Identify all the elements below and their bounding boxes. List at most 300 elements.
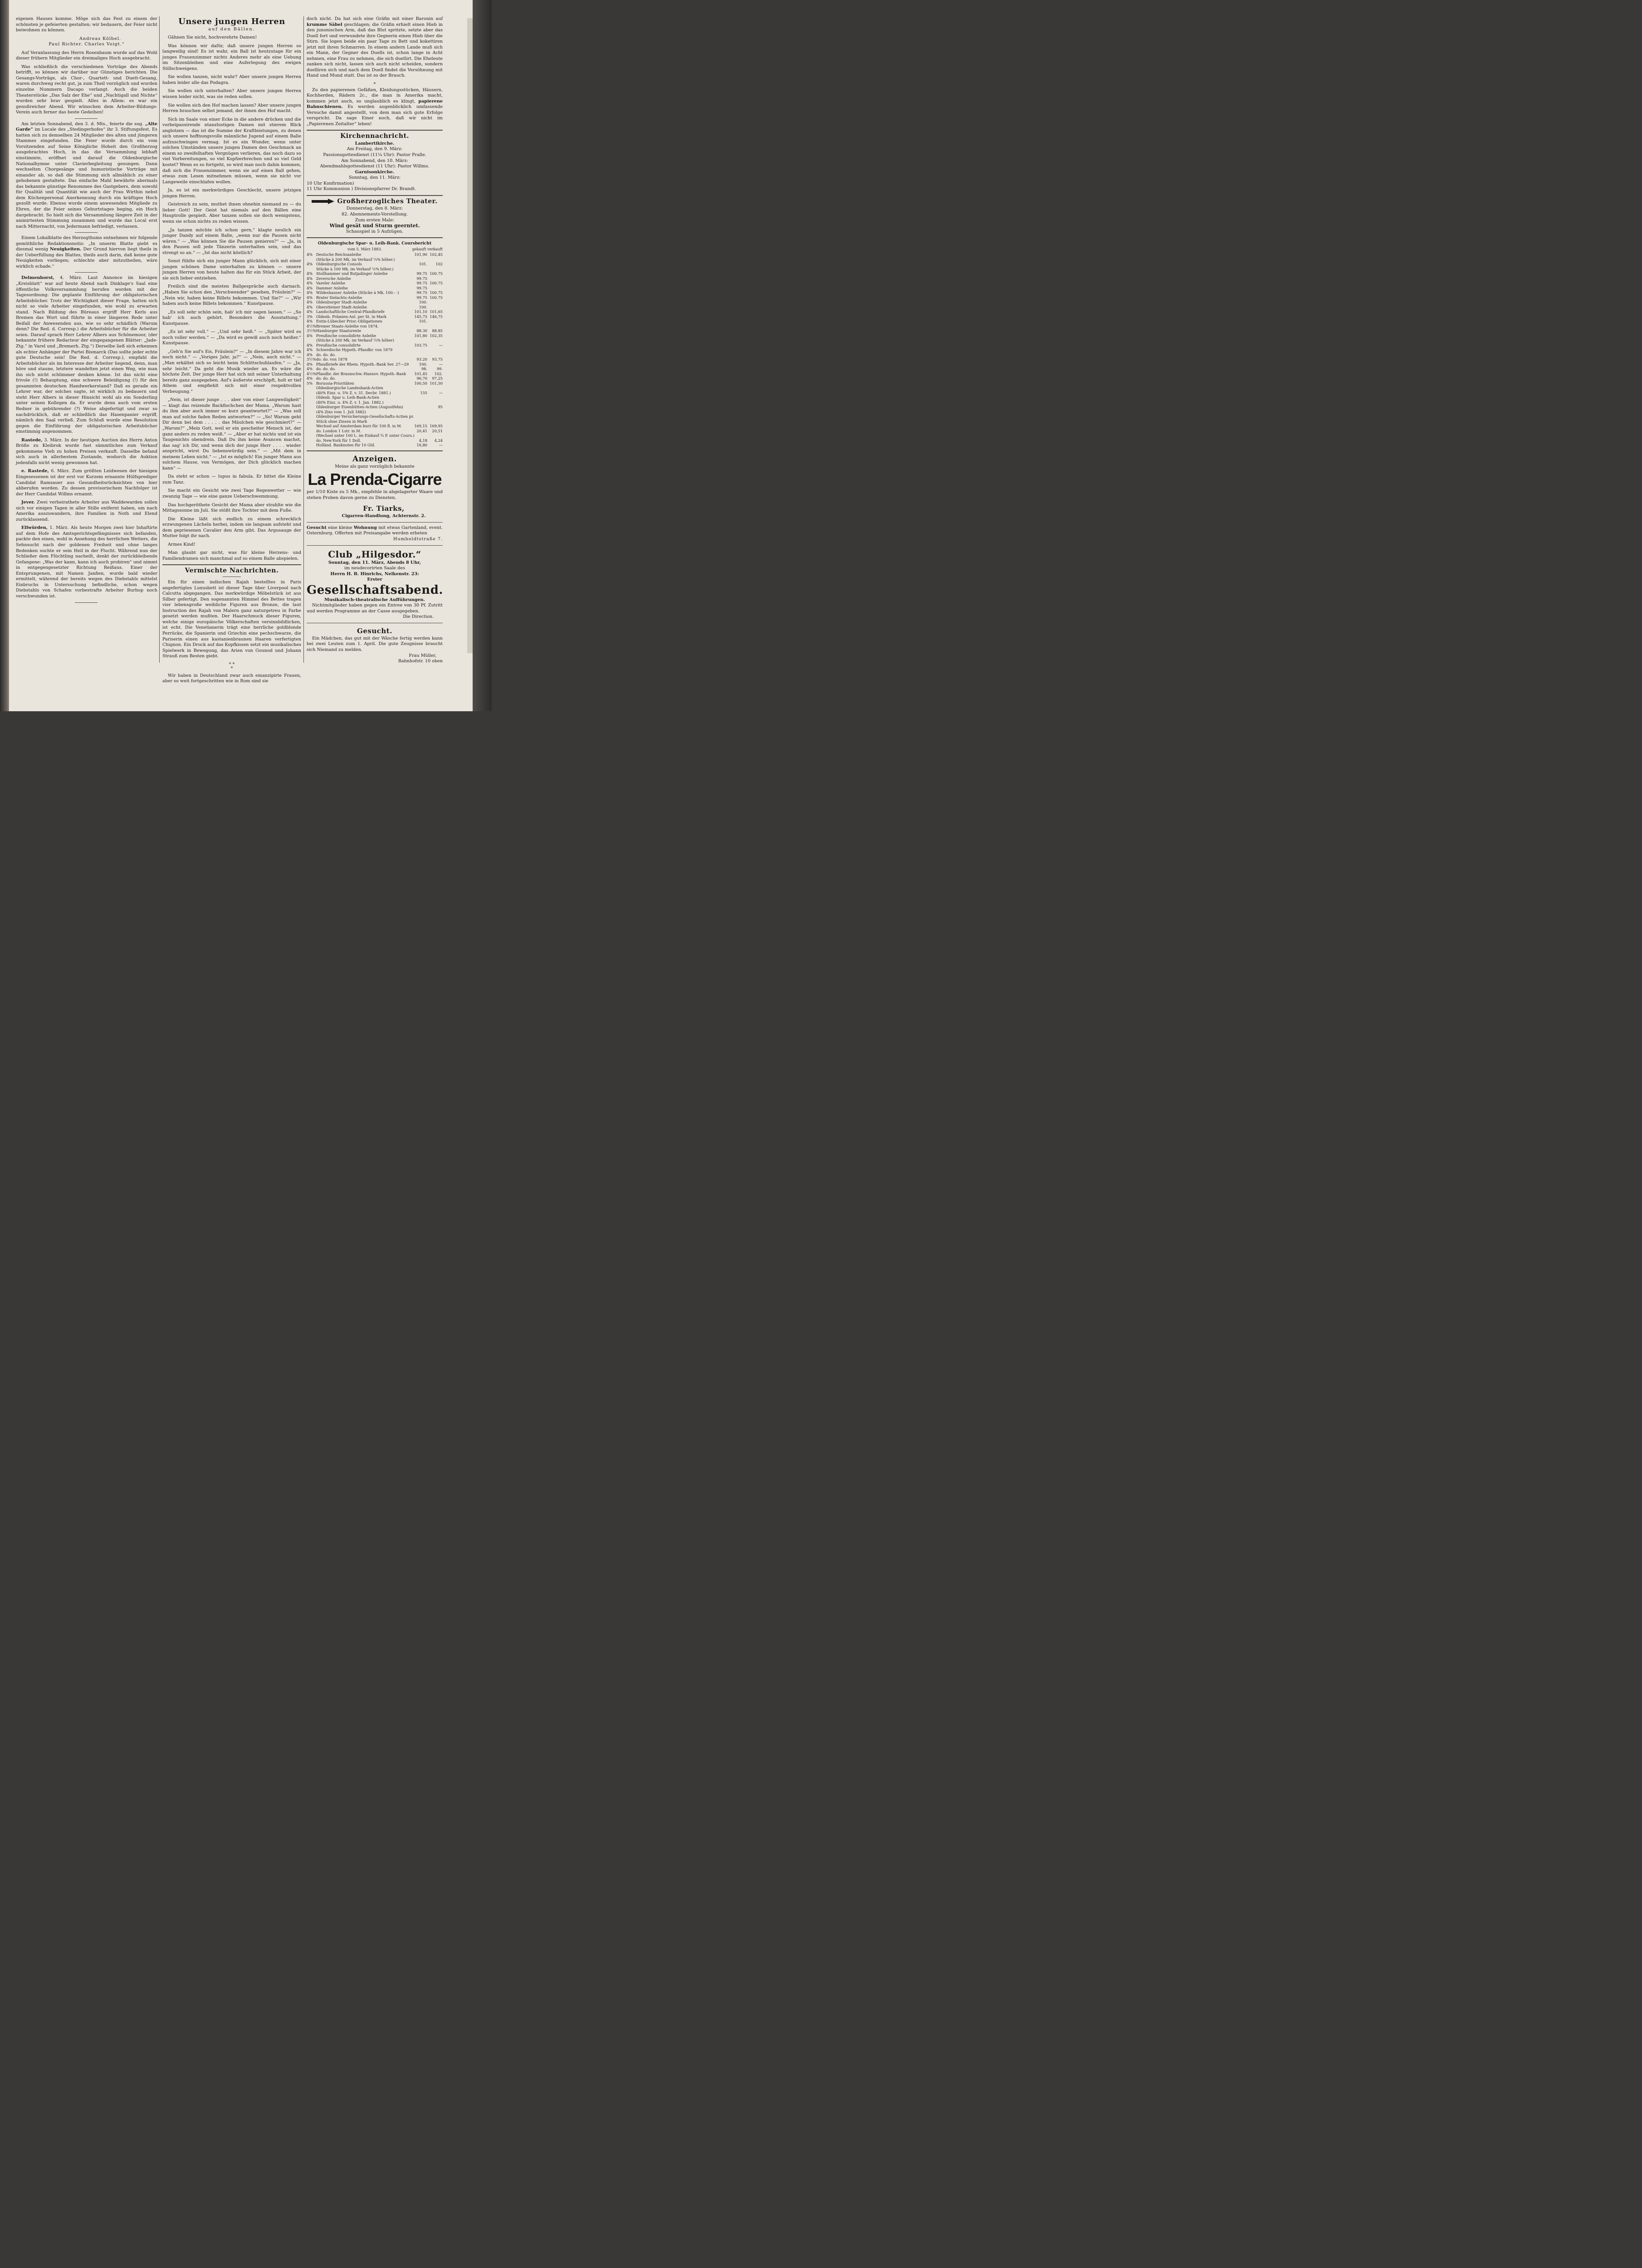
church-line: Abendmahlsgottesdienst (11 Uhr): Pastor Willms. <box>320 164 430 169</box>
rate-name: Bremer Staats-Anleihe von 1874. <box>316 323 379 328</box>
rate-row <box>307 376 443 381</box>
rate-pc <box>307 419 316 424</box>
rates-table <box>307 252 443 448</box>
book-binding <box>0 0 10 711</box>
bold-text: krumme Säbel <box>307 22 342 27</box>
rate-row <box>307 414 443 419</box>
text: geschlagen; die Gräfin erhielt einen Hieb in den junonischen Arm, daß das Blut spritzte, setzte aber das Duell fort und verwundete ihre Gegnerin einen Hieb über die Stirn. Sie logen beide ein paar Tage zu Bett und kokettiren jetzt mit ihren Schmarren. In einem andern Lande muß sich ein Mann, der Gegner des Duells ist, schon lange in Acht nehmen, eine Frau zu nehmen, die sich duellirt. Die Eheleute zanken sich nicht, lassen sich auch nicht scheiden, sondern duelliren sich und nach dem Duell findet die Versöhnung mit Hand und Mund statt. Das ist so der Brauch. <box>307 22 443 78</box>
text: Der Grund hiervon liegt theils in der Ueberfüllung des Blattes, theils auch darin, daß keine gute Neuigkeiten vorliegen; schlechte aber mitzutheilen, wäre wirklich schade.“ <box>16 247 157 269</box>
rate-sell: 4,24 <box>434 438 443 443</box>
rate-row <box>307 395 443 400</box>
col-buy: gekauft <box>412 247 426 251</box>
rate-sell <box>427 433 443 438</box>
paragraph: Gähnen Sie nicht, hochverehrte Damen! <box>168 35 257 40</box>
cigar-brand: La Prenda-Cigarre <box>308 470 442 489</box>
rate-pc: 4% <box>307 347 313 352</box>
rate-name: Preußische consolidirte <box>316 342 361 347</box>
signature: Paul Richter. Charles Voigt.“ <box>49 42 125 47</box>
wanted-text: Ein Mädchen, das gut mit der Wäsche fertig werden kann bei zwei Leuten zum 1. April. Die gute Zeugnisse braucht sich Niemand zu melden. <box>307 635 443 653</box>
column-2 <box>162 16 301 684</box>
rate-row <box>307 410 443 415</box>
dateline-date: 3. März. <box>44 437 63 443</box>
column-rule <box>303 16 304 663</box>
rate-sell <box>427 347 443 352</box>
paragraph: „Ja tanzen möchte ich schon gern,“ klagte neulich ein junger Dandy auf einem Balle, „wenn nur die Pausen nicht wären.“ — „Was können Sie die Pausen genieren?“ — „Ja, in den Pausen soll jede Tänzerin unterhalten sein, und das strengt so an.“ — „Ist das nicht köstlich? <box>162 227 301 255</box>
rate-sell <box>427 419 443 424</box>
rate-buy: 101,45 <box>414 371 427 376</box>
rate-sell: 100.75 <box>430 290 443 295</box>
rate-pc: 4% <box>307 252 313 257</box>
paragraph: Was können wir dafür, daß unsere jungen Herren so langweilig sind! Es ist wahr, ein Ball ist heutzutage für ein junges Frauenzimmer nichts Anderes mehr als eine Uebung im Sitzenbleiben und eine Auferlegung des ewigen Stillschweigens. <box>162 43 301 71</box>
church-line: Am Sonnabend, den 10. März: <box>341 158 408 163</box>
rate-sell: — <box>439 390 443 395</box>
paragraph: Freilich sind die meisten Ballgespräche auch darnach. „Haben Sie schon den „Verschwender“ gesehen, Fräulein?“ — „Nein wir, haben keine Billets bekommen. Und Sie?“ — „Wir haben auch keine Billets bekommen.“ Kunstpause. <box>162 284 301 307</box>
section-rule <box>307 450 443 451</box>
rate-buy: 100. <box>419 304 427 309</box>
rate-sell <box>427 276 443 281</box>
rate-pc <box>307 257 316 262</box>
rate-sell: 102 <box>435 262 443 267</box>
rate-buy: 96,70 <box>416 376 427 381</box>
dateline-place: e. Rastede, <box>21 469 49 474</box>
rate-sell <box>427 386 443 391</box>
text: mit etwas Gartenland, event. Osternburg. Offerten mit Preisangabe werden erbeten <box>307 525 443 536</box>
section-rule <box>307 130 443 131</box>
dateline-place: Delmenhorst, <box>21 275 54 281</box>
rate-buy <box>412 352 427 357</box>
rate-name: Oldenburger Stadt-Anleihe <box>316 300 367 305</box>
rate-buy <box>412 347 427 352</box>
rate-pc: 4% <box>307 352 313 357</box>
rate-sell: 99. <box>436 367 443 371</box>
rate-name: Borussia-Prioritäten <box>316 381 354 386</box>
rate-name: Hamburger Staatsrente <box>316 328 362 333</box>
rate-buy <box>412 419 427 424</box>
rate-pc: 4% <box>307 342 313 347</box>
rates-subheader <box>307 247 443 253</box>
rate-sell: 169,95 <box>430 424 443 429</box>
paragraph: Wir haben in Deutschland zwar auch emanzipirte Frauen, aber so weit fortgeschritten wie in Rom sind sie <box>162 673 301 684</box>
theater-line: Schauspiel in 5 Aufzügen. <box>346 229 404 234</box>
rate-row <box>307 362 443 367</box>
church-line: 11 Uhr Kommunion ) Divisionspfarrer Dr. Brandt. <box>307 186 416 192</box>
rate-name: Schwedische Hypoth.-Pfandbr. von 1879 <box>316 347 393 352</box>
rate-name: (40% Einz. u. 4% Z. v. 1. Jan. 1882.) <box>316 400 384 405</box>
rate-buy: 88.30 <box>416 328 427 333</box>
rate-pc: 4% <box>307 285 313 290</box>
rate-name: Oldenb. Prämien-Anl. per St. in Mark <box>316 314 386 319</box>
paragraph: Da steht er schon — lupus in fabula. Er bittet die Kleine zum Tanz. <box>162 474 301 485</box>
wanted-signature: Bahnhofstr. 10 oben <box>398 659 443 664</box>
ad-line: Meine als ganz vorzüglich bekannte <box>335 464 415 469</box>
rate-pc <box>307 433 316 438</box>
rate-row <box>307 386 443 391</box>
text: Am letzten Sonnabend, den 3. d. Mts., feierte die sog. <box>21 121 144 127</box>
theater-play: Wind gesät und Sturm geerntet. <box>329 223 420 229</box>
rate-pc: 4% <box>307 271 313 276</box>
rate-pc: 3½% <box>307 328 316 333</box>
rate-name: Landschaftliche Central-Pfandbriefe <box>316 309 385 314</box>
separator-stars: * * * <box>229 661 235 671</box>
paragraph: Auf Veranlassung des Herrn Rosenbaum wurde auf das Wohl dieser frühern Mitglieder ein dreimaliges Hoch ausgebracht. <box>16 50 157 61</box>
rate-pc: 4% <box>307 262 313 267</box>
club-line: Sonntag, den 11. März, Abends 8 Uhr, <box>328 560 421 565</box>
paragraph: eigenen Hauses komme. Möge sich das Fest zu einem der schönsten je gefeierten gestalten; wir bedauern, der Feier nicht beiwohnen zu können. <box>16 16 157 33</box>
rate-row <box>307 324 443 329</box>
rate-name: Stücke à 100 Mk. im Verkauf ¼% höher.) <box>316 266 394 271</box>
column-rule <box>159 16 160 663</box>
rate-buy: 169,15 <box>414 424 427 429</box>
theater-title: Großherzogliches Theater. <box>337 197 438 205</box>
rate-row <box>307 290 443 295</box>
rate-buy <box>412 410 427 415</box>
theater-line: 82. Abonnements-Vorstellung. <box>341 211 408 217</box>
rate-row <box>307 276 443 281</box>
dateline-place: Jever. <box>21 500 35 505</box>
rate-row <box>307 443 443 448</box>
paragraph <box>307 16 443 79</box>
dateline-place: Ellwürden, <box>21 525 48 531</box>
rate-name: Oldenburgische Landesbank-Actien <box>316 386 383 391</box>
rate-sell: 100.75 <box>430 271 443 276</box>
feuilleton-title: Unsere jungen Herren <box>178 17 285 26</box>
column-1 <box>16 16 157 656</box>
rate-row <box>307 371 443 376</box>
rate-sell: 97,25 <box>432 376 443 381</box>
rate-buy <box>412 405 427 410</box>
rate-row <box>307 333 443 338</box>
rate-buy <box>412 386 427 391</box>
theater-line: Donnerstag, den 8. März: <box>346 206 403 211</box>
ad-rule <box>307 545 443 546</box>
rate-name: Wildeshauser Anleihe (Stücke à Mk. 100.- -) <box>316 290 399 295</box>
text: eine kleine <box>328 525 352 530</box>
rate-sell <box>427 286 443 291</box>
rate-name: Wechsel auf Amsterdam kurz für 100 fl. in M. <box>316 424 402 429</box>
text: Es werden augenblicklich umfassende Versuche damit angestellt, von dem man sich gute Erfolge verspricht. Da sage Einer noch, daß wir nicht im „Papierenen Zeitalter“ leben! <box>307 104 443 127</box>
rate-name: (Wechsel unter 100 L. im Einkauf ¾ P. unter Cours.) <box>316 433 415 438</box>
paragraph: Geistreich zu sein, muthet ihnen ohnehin niemand zu — du lieber Gott! Der Geist hat niemals auf den Bällen eine Hauptrolle gespielt. Aber tanzen sollen sie doch wenigstens, wenn sie schon nichts zu reden wissen. <box>162 202 301 224</box>
paragraph: Sie macht ein Gesicht wie zwei Tage Regenwetter — wie zwanzig Tage — wie eine ganze Ueberschwemmung. <box>162 488 301 499</box>
rate-sell <box>427 267 443 272</box>
dateline-date: 4. März. <box>59 275 83 281</box>
paragraph: „Es soll sehr schön sein, hab' ich mir sagen lassen.“ — „So hab' ich auch gehört. Besonders die Ausstattung.“ Kunstpause. <box>162 309 301 326</box>
rate-buy <box>412 400 427 405</box>
article-ellwuerden <box>16 525 157 599</box>
rate-sell: 146,75 <box>430 314 443 319</box>
rate-pc <box>307 391 316 396</box>
rate-pc <box>307 429 316 434</box>
rate-row <box>307 429 443 434</box>
rate-sell: 100.75 <box>430 295 443 300</box>
rates-date: vom 5. März 1883. <box>347 247 382 251</box>
rate-buy: 155 <box>420 390 427 395</box>
article-rastede-2 <box>16 469 157 497</box>
rate-name: do. do. do. <box>316 352 336 357</box>
paragraph: „Geh'n Sie auf's Eis, Fräulein?“ — „In diesem Jahre war ich noch nicht.“ — „Voriges Jahr, ja?“ — „Nein, auch nicht.“ — „Man erkältet sich so leicht beim Schlittschuhlaufen.“ — „Ja, sehr leicht.“ Da geht die Musik wieder an. Es wäre die höchste Zeit. Der junge Herr hat sich mit seiner Unterhaltung bereits ganz ausgegeben. Auf's äußerste erschöpft, holt er tief Athem und empfiehlt sich mit einer respektvollen Verbeugung.“ <box>162 349 301 394</box>
church-notice-title: Kirchennachricht. <box>340 132 409 140</box>
signature: Andreas Kölbel. <box>79 36 121 41</box>
rates-columns <box>412 247 443 253</box>
rate-row <box>307 314 443 319</box>
rate-buy: 103.75 <box>414 342 427 347</box>
bold-text: Neuigkeiten. <box>50 247 82 252</box>
rate-row <box>307 419 443 424</box>
bold-text: papierene Bahnschienen. <box>307 98 443 110</box>
rate-row <box>307 328 443 333</box>
rate-buy <box>412 324 427 329</box>
rate-row <box>307 391 443 396</box>
rate-sell <box>427 410 443 415</box>
rate-name: (40% Einz. u. 5% Z. v. 31. Decbr. 1881.) <box>316 390 391 395</box>
article-alte-garde <box>16 122 157 230</box>
rate-name: Preußische consolidirte Anleihe <box>316 333 376 338</box>
rate-buy: 4,18 <box>419 438 427 443</box>
rate-row <box>307 438 443 443</box>
rate-row <box>307 305 443 310</box>
paragraph: Ja, es ist ein merkwürdiges Geschlecht, unsere jetzigen jungen Herren. <box>162 188 301 199</box>
rate-name: Pfandbr. der Braunschw.-Hannov. Hypoth.-Bank <box>316 371 406 376</box>
dateline-date: 6. März. <box>51 469 70 474</box>
rate-name: (4% Zins vom 1. Juli 1882) <box>316 409 366 414</box>
divider <box>75 602 98 603</box>
rate-sell: 102. <box>434 371 443 376</box>
rate-name: Oldenburger Versicherungs-Gesellschafts-Actien pr. <box>316 414 414 419</box>
divider <box>75 232 98 233</box>
rate-name: Oberstteiner Stadt-Anleihe <box>316 304 367 309</box>
church-line: 10 Uhr Konfirmation) <box>307 181 354 186</box>
col-sell: verkauft <box>427 247 443 251</box>
rate-row <box>307 424 443 429</box>
rate-name: Stück ohne Zinsen in Mark <box>316 419 367 424</box>
paragraph: Armes Kind! <box>168 542 195 547</box>
rate-buy: 100. <box>419 300 427 305</box>
rate-sell <box>427 324 443 329</box>
rate-sell: 95 <box>438 405 443 410</box>
rate-row <box>307 262 443 267</box>
rate-buy: 93.20 <box>416 357 427 362</box>
rate-sell <box>427 352 443 357</box>
rate-pc: 4% <box>307 309 313 314</box>
rate-sell: 101,65 <box>430 309 443 314</box>
rate-name: Dammer Anleihe <box>316 285 348 290</box>
rate-row <box>307 433 443 438</box>
feuilleton-subtitle: auf den Bällen. <box>208 26 255 32</box>
rate-buy <box>412 414 427 419</box>
rate-sell <box>427 395 443 400</box>
rate-name: do. New-York für 1 Doll. <box>316 438 362 443</box>
ad-firm: Cigarren-Handlung, Achternstr. 2. <box>342 513 426 519</box>
rate-sell <box>427 300 443 305</box>
rate-pc: 5% <box>307 381 313 386</box>
rate-row <box>307 281 443 286</box>
paragraph: Das hochgeröthete Gesicht der Mama aber strahlte wie die Mittagssonne im Juli. Sie stößt ihre Tochter mit dem Fuße. <box>162 502 301 513</box>
text: In der heutigen Auction des Herrn Anton Bröße zu Kleibrok wurde fast sämmtliches zum Verkauf gekommene Vieh zu hohen Preisen verkauft. Dasselbe befand sich auch in allerbestem Zustande, wodurch die Auktion jedenfalls nicht wenig gewonnen hat. <box>16 437 157 465</box>
rate-buy: 145,75 <box>414 314 427 319</box>
rate-pc: 3% <box>307 314 313 319</box>
rate-name: do. London 1 Lstr. in M. <box>316 428 362 433</box>
ads-title: Anzeigen. <box>352 454 397 464</box>
church-line: Sonntag, den 11. März: <box>348 175 401 181</box>
rate-name: Oldenb. Spar u. Leih-Bank-Actien <box>316 395 380 400</box>
rate-pc <box>307 443 316 448</box>
rate-sell <box>427 319 443 324</box>
club-line: Herrn H. B. Hinrichs, Nelkenstr. 23: <box>330 571 419 577</box>
rate-buy <box>412 267 427 272</box>
rate-row <box>307 338 443 343</box>
church-name: Garnisonkirche. <box>355 169 395 175</box>
article-lokalblatt <box>16 235 157 269</box>
text: doch nicht. Da hat sich eine Gräfin mit einer Baronin auf <box>307 16 443 21</box>
rate-sell <box>427 305 443 310</box>
rate-pc: 4% <box>307 304 313 309</box>
rate-row <box>307 295 443 300</box>
rate-pc <box>307 424 316 429</box>
rate-name: Zeversche Anleihe <box>316 276 351 281</box>
article-rastede <box>16 438 157 466</box>
rate-name: Brater Sielachts-Anleihe <box>316 295 362 300</box>
rate-pc <box>307 405 316 410</box>
wanted-signature: Frau Müller, <box>409 653 436 658</box>
rate-sell: — <box>439 362 443 367</box>
section-title: Vermischte Nachrichten. <box>185 567 279 575</box>
rate-pc <box>307 386 316 391</box>
club-signature: Die Direction. <box>403 614 434 620</box>
paragraph: Sie wollen sich den Hof machen lassen? Aber unsere jungen Herren brauchen selbst jemand, der ihnen den Hof macht. <box>162 103 301 114</box>
rate-row <box>307 300 443 305</box>
church-line: Am Freitag, den 9. März: <box>347 147 403 152</box>
rates-title: Oldenburgische Spar- u. Leih-Bank. Coursbericht <box>318 241 432 246</box>
rate-buy: 99.75 <box>416 290 427 295</box>
paragraph: Man glaubt gar nicht, was für kleine Herzens- und Familiendramen sich manchmal auf so einem Balle abspielen. <box>162 550 301 561</box>
rate-name: do. do. do. <box>316 367 336 371</box>
paragraph: Sie wollen tanzen, nicht wahr? Aber unsere jungen Herren haben leider alle das Podagra. <box>162 74 301 85</box>
theater-line: Zum ersten Male: <box>355 217 395 223</box>
rate-buy: 99.75 <box>416 271 427 276</box>
paragraph: Sie wollen sich unterhalten? Aber unsere jungen Herren wissen leider nicht, was sie reden sollen. <box>162 88 301 100</box>
club-line: Erster <box>367 577 382 582</box>
section-rule <box>162 564 301 565</box>
rate-pc: 4% <box>307 276 313 281</box>
pointing-hand-icon <box>312 199 335 204</box>
rate-pc: 4% <box>307 281 313 286</box>
text: Zwei verheirathete Arbeiter aus Waddewarden sollen sich vor einigen Tagen in aller Stille entfernt haben, um nach Amerika auszuwandern, ihre Familien in Noth und Elend zurücklassend. <box>16 500 157 522</box>
rate-pc: 4% <box>307 362 313 367</box>
rate-row <box>307 343 443 348</box>
rate-row <box>307 357 443 362</box>
rate-buy: 16,80 <box>416 443 427 448</box>
rate-buy: 99.75 <box>416 276 427 281</box>
article-delmenhorst <box>16 275 157 435</box>
rate-row <box>307 347 443 352</box>
church-line: Passionsgottesdienst (11¼ Uhr): Pastor Pralle. <box>323 152 426 158</box>
rate-pc <box>307 267 316 272</box>
rate-row <box>307 367 443 371</box>
ad-merchant: Fr. Tiarks, <box>363 504 405 513</box>
rate-pc: 4% <box>307 319 313 324</box>
text: Als heute Morgen zwei hier Inhaftirte auf dem Hofe des Amtsgerichtsgefängnisses sich befanden, packte den einen, wohl in Ansehung des herrlichen Wetters, die Sehnsucht nach der goldenen Freiheit und ohne langes Bedenken suchte er sein Heil in der Flucht. Während nun der Schließer dem Flüchtling nacheilt, denkt der zurückbleibende Gefangene: „Was der kann, kann ich auch probiren“ und nimmt in entgegengesetzter Richtung Reißaus. Einer der Entsprungenen, mit Namen Janßen, wurde bald wieder ermittelt, während der bereits wegen des Diebstahls mittelst Einbruchs in Untersuchung befindliche, schon wegen Diebstahls von Schafen vorbestrafte Arbeiter Burhop noch verschwunden ist. <box>16 525 157 599</box>
paragraph: „Es ist sehr voll.“ — „Und sehr heiß.“ — „Später wird es noch voller werden.“ — „Da wird es gewiß auch noch heißer.“ Kunstpause. <box>162 329 301 346</box>
newspaper-page <box>0 0 492 711</box>
rate-sell: 101,50 <box>430 381 443 386</box>
rate-buy: 101. <box>419 262 427 267</box>
rate-sell: 100.75 <box>430 281 443 286</box>
paragraph: Die Kleine läßt sich endlich zu einem schrecklich erzwungenen Lächeln herbei, indem sie langsam aufsteht und dem gepriesenen Cavalier den Arm gibt. Das Argusauge der Mutter folgt ihr nach. <box>162 516 301 539</box>
rate-row <box>307 352 443 357</box>
rate-pc <box>307 338 316 343</box>
rate-pc: 4% <box>307 333 313 338</box>
rate-name: Stollhammer und Butjadinger Anleihe <box>316 271 388 276</box>
rate-row <box>307 400 443 405</box>
rate-buy <box>412 338 427 343</box>
ad-line: per 1/10 Kiste zu 5 Mk., empfehle in abgelagerter Waare und stehen Proben davon gerne zu Diensten. <box>307 489 443 500</box>
paragraph: Ein für einen indischen Rajah bestelltes in Paris angefertigtes Luxusbett ist dieser Tage über Liverpool nach Calcutta abgegangen. Das merkwürdige Möbelstück ist aus Silber gefertigt. Den sogenannten Himmel des Bettes tragen vier lebensgroße weibliche Figuren aus Bronze, die laut Instruction des Rajah von Malern ganz naturgetreu in Farbe gesetzt werden mußten. Der Haarschmuck dieser Figuren, welche einige europäische Völkerschaften versinnbildlichen, ist echt. Die Venetianerin trägt eine herrliche goldblonde Perrücke, die Spanierin und Griechin eine pechschwarze, die Pariserin einen aus kastanienbraunen Haaren verfertigten Chignon. Ein Druck auf das Kopfkissen setzt ein musikalisches Spielwerk in Bewegung, das Arien von Gounod und Johann Strauß zum Besten giebt. <box>162 580 301 659</box>
rate-pc: 4% <box>307 290 313 295</box>
wanted-ad <box>307 525 443 537</box>
rate-buy: 20,41 <box>416 428 427 433</box>
rate-pc: 4% <box>307 295 313 300</box>
rate-buy: 101. <box>419 319 427 324</box>
rate-name: do. do. do. <box>316 376 336 381</box>
rate-row <box>307 405 443 410</box>
book-cover-edge <box>473 0 492 711</box>
rate-buy: 98. <box>421 367 427 371</box>
text: Laut Annonce im hiesigen „Kreisblatt“ war auf heute Abend nach Dinklage's Saal eine öffentliche Volksversammlung berufen worden mit der Tagesordnung: Die geplante Einführung der obligatorischen Arbeitsbücher. Trotz der Wichtigkeit dieser Frage, hatten sich nicht so viele Arbeiter eingefunden, wie wohl zu erwarten stand. Nach Bildung des Büreaus ergriff Herr Kerls aus Bremen das Wort und führte in einer längeren Rede unter Beifall der Anwesenden aus, wie so sehr schädlich (Warum denn? Die Red. d. Corresp.) die Arbeitsbücher für die Arbeiter seien. Darauf sprach Herr Lehrer Albers aus Schönemoor, (der bekannte frühere Redacteur der eingegangenen Blätter: „Jade-Ztg.“ in Varel und „Bremerh. Ztg.“) Derselbe ließ sich erkennen als echter Anhänger der Partei Bismarck (Das sollte jeder echte gute Deutsche sein! Die Red. d. Corresp.), empfahl die Arbeitsbücher als im Interesse der Arbeiter liegend, denn, man höre und staune, letztere wandelten jetzt einen Weg, wie man ihn sich nicht schlimmer denken könne. Ist das nicht eine frivole (!) Behauptung, eine schwere Beleidigung (!) für den gesammten deutschen Handwerkerstand? Daß es gerade ein Lehrer war, der solches sagte, ist wirklich zu bedauern und steht Herr Albers in dieser Hinsicht wohl als ein Sonderling unter seinen Kollegen da. Er wurde denn auch vom ersten Redner in gebührender (?) Weise abgefertigt und zwar so nachdrücklich, daß er schließlich das Hasenpanier ergriff, nämlich den Saal verließ. Zum Schluß wurde eine Resolution gegen die Einführung der obligatorischen Arbeitsbücher einstimmig angenommen. <box>16 275 157 435</box>
rate-name: Oldenburger Eisenhütten-Actien (Augustfehn) <box>316 405 403 410</box>
club-line: Nichtmitglieder haben gegen ein Entree von 30 Pf. Zutritt und werden Programme an der Casse ausgegeben. <box>307 603 443 614</box>
rate-name: Deutsche Reichsanleihe <box>316 252 362 257</box>
rate-row <box>307 252 443 257</box>
rate-sell: 88.85 <box>432 328 443 333</box>
rate-sell: — <box>439 443 443 448</box>
rate-buy: 101,80 <box>414 333 427 338</box>
rate-pc <box>307 395 316 400</box>
rate-pc <box>307 400 316 405</box>
rate-sell: 102,35 <box>430 333 443 338</box>
rate-buy: 100,50 <box>414 381 427 386</box>
club-line: im neudecorirten Saale des <box>344 566 405 571</box>
section-rule <box>307 237 443 238</box>
rate-pc: 4½% <box>307 371 316 376</box>
rate-pc: 4% <box>307 300 313 305</box>
rate-row <box>307 381 443 386</box>
rate-pc <box>307 410 316 415</box>
text: Einem Lokalblatte des Herzogthums entnehmen wir folgende gemüthliche Redaktionsnotiz: „In unserm Blatte giebt es diesmal wenig <box>16 235 157 252</box>
rate-row <box>307 267 443 272</box>
separator-star: * <box>373 82 376 87</box>
bold-text: „Alte Garde“ <box>16 121 157 132</box>
rate-buy <box>412 395 427 400</box>
section-rule <box>307 195 443 196</box>
rate-pc: 4½% <box>307 323 316 328</box>
paragraph <box>307 88 443 127</box>
club-title: Club „Hilgesdor.“ <box>328 548 421 560</box>
rate-name: Vareler Anleihe <box>316 281 346 286</box>
rate-pc: 3½% <box>307 357 316 362</box>
rate-sell <box>427 414 443 419</box>
bold-text: Gesucht <box>307 525 327 530</box>
rate-sell: 93.75 <box>432 357 443 362</box>
church-name: Lambertikirche. <box>355 141 395 146</box>
wanted-address: Humboldtstraße 7. <box>393 537 443 542</box>
rate-buy: 101,90 <box>414 252 427 257</box>
dateline-place: Rastede, <box>21 437 43 443</box>
dateline-date: 1. März. <box>49 525 69 531</box>
rate-sell: 20,51 <box>432 428 443 433</box>
bold-text: Wohnung <box>353 525 377 530</box>
rate-sell <box>427 400 443 405</box>
rate-name: (Stücke à 200 Mk. im Verkauf ¼% höher) <box>316 338 394 343</box>
